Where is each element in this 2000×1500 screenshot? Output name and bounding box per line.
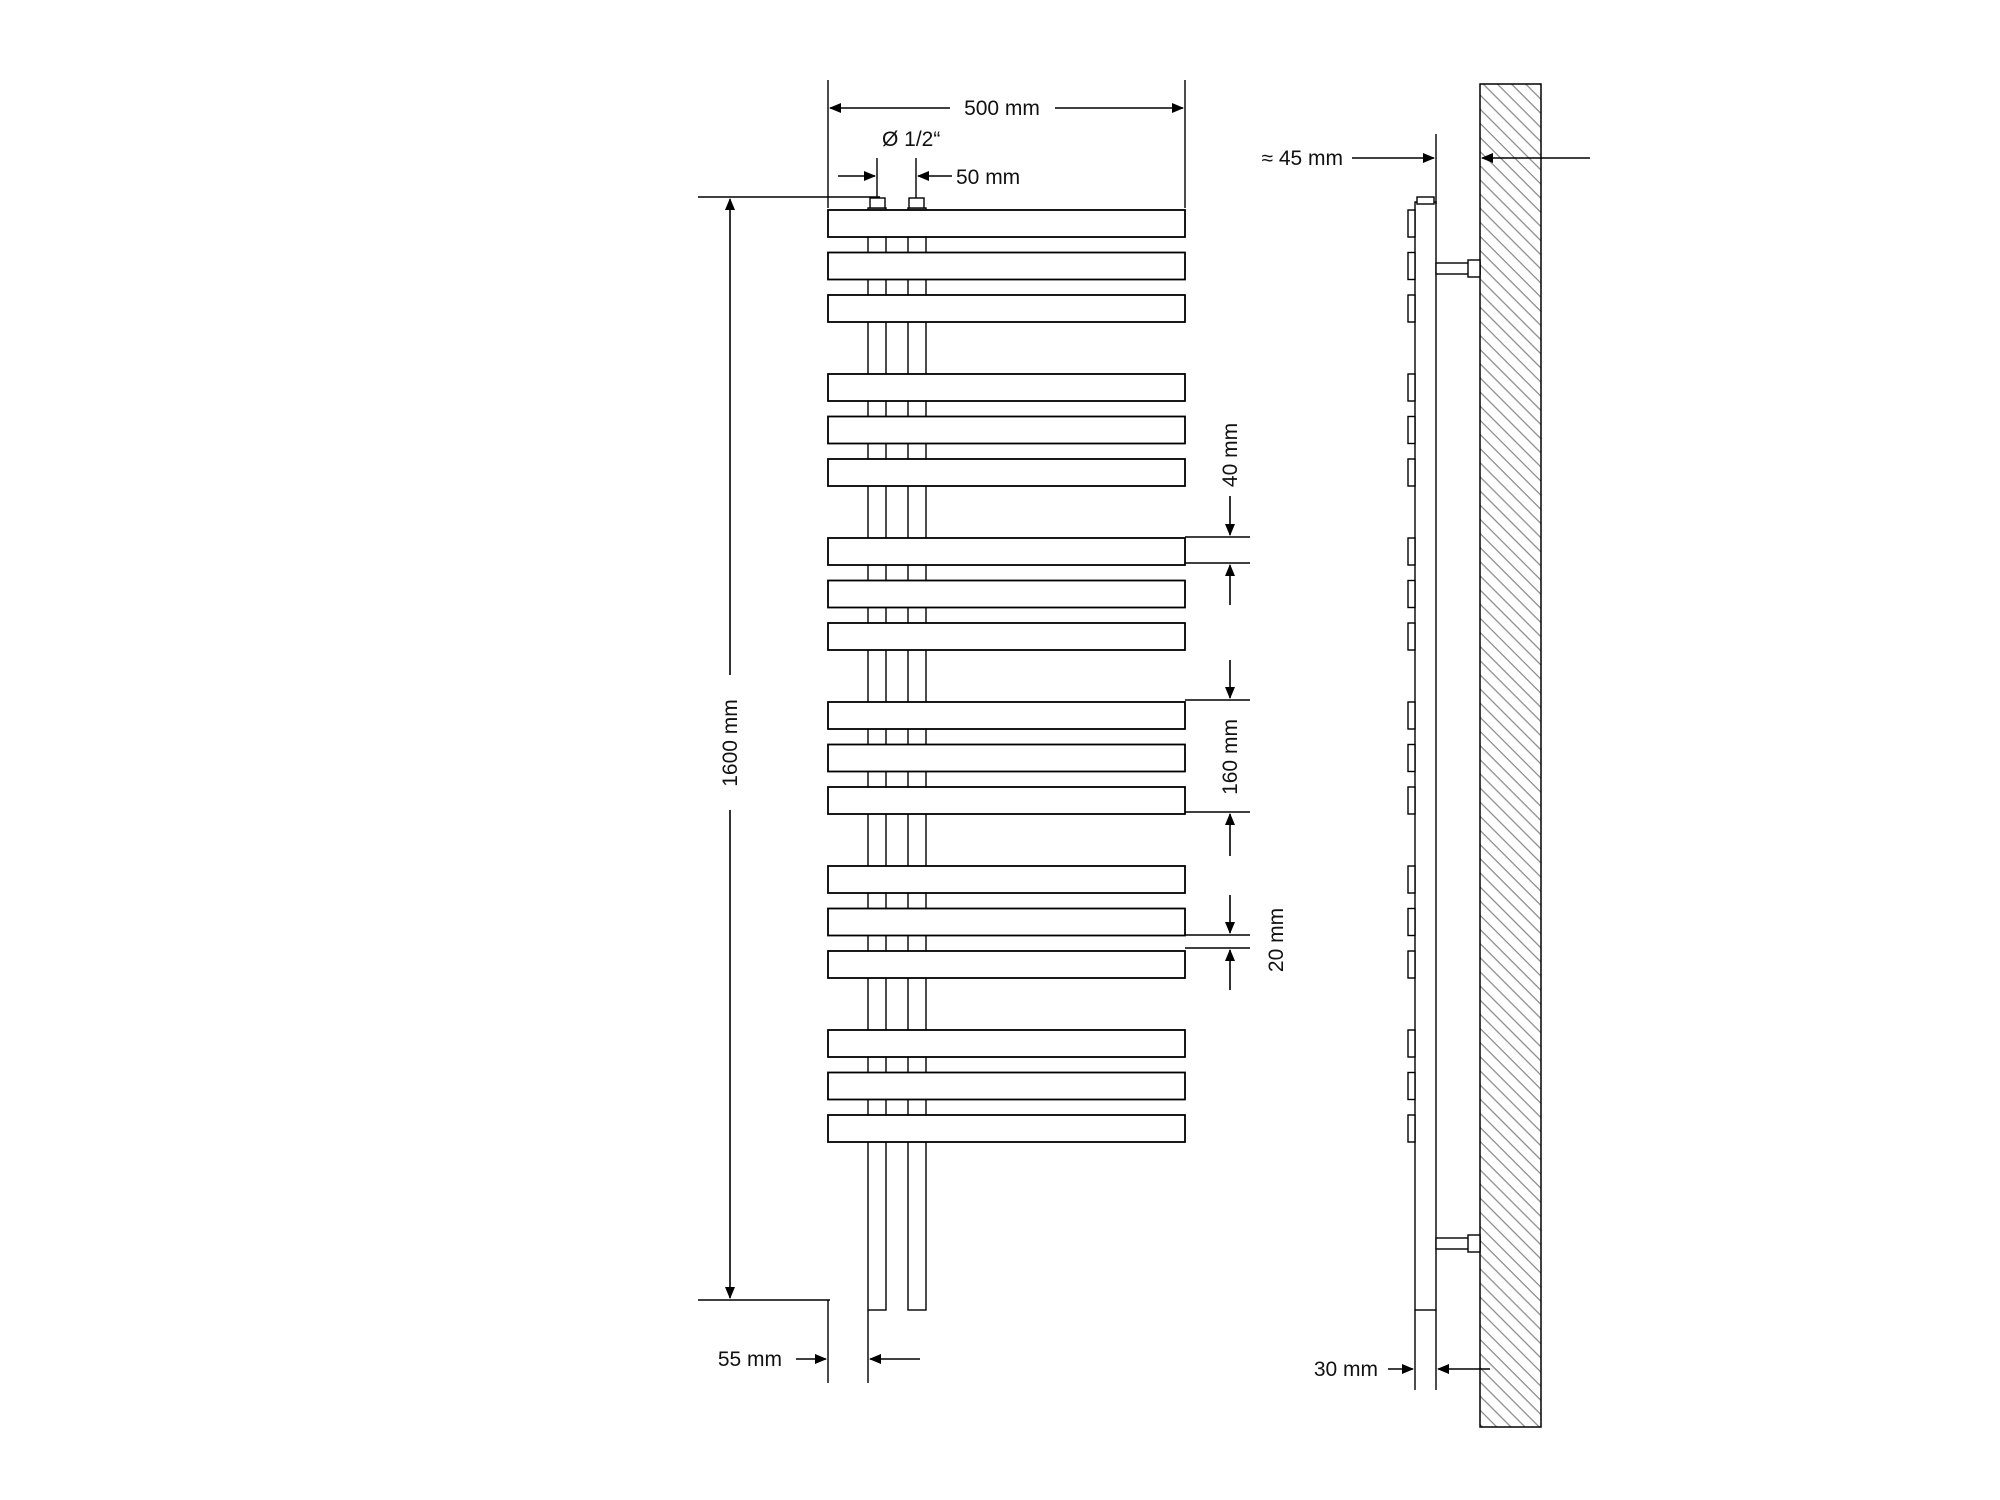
side-bar-end [1408, 459, 1415, 486]
group-height-label: 160 mm [1219, 719, 1242, 795]
side-bar-end [1408, 702, 1415, 729]
heating-bar [828, 538, 1185, 565]
side-bar-end [1408, 623, 1415, 650]
lower-bracket-mount [1468, 1235, 1480, 1252]
side-bar-end [1408, 417, 1415, 444]
side-bar-end [1408, 581, 1415, 608]
side-view [1408, 84, 1541, 1427]
side-bar-end [1408, 951, 1415, 978]
heating-bar [828, 1115, 1185, 1142]
connection-caps [870, 198, 924, 208]
heating-bar [828, 581, 1185, 608]
heating-bar [828, 702, 1185, 729]
left-connection-cap [870, 198, 885, 208]
heating-bar [828, 459, 1185, 486]
side-bar-end [1408, 210, 1415, 237]
side-bar-end [1408, 909, 1415, 936]
heating-bar [828, 1030, 1185, 1057]
heating-bar [828, 1073, 1185, 1100]
heating-bar [828, 951, 1185, 978]
heating-bar [828, 623, 1185, 650]
side-top-cap [1417, 197, 1434, 204]
front-view [828, 198, 1185, 1310]
side-bar-end [1408, 295, 1415, 322]
side-bar-end [1408, 374, 1415, 401]
upper-bracket-mount [1468, 260, 1480, 277]
bar-height-label: 20 mm [1265, 907, 1288, 973]
heating-bar [828, 374, 1185, 401]
side-bar-ends [1408, 210, 1415, 1142]
heating-bar [828, 909, 1185, 936]
wall-distance-label: ≈ 45 mm [1261, 147, 1343, 170]
heating-bar [828, 210, 1185, 237]
wall [1480, 84, 1541, 1427]
heating-bar [828, 417, 1185, 444]
heating-bar [828, 253, 1185, 280]
width-label: 500 mm [964, 97, 1040, 120]
heating-bar [828, 745, 1185, 772]
side-bar-end [1408, 253, 1415, 280]
side-bar-end [1408, 538, 1415, 565]
depth-label: 30 mm [1313, 1358, 1378, 1381]
heating-bar [828, 866, 1185, 893]
height-label: 1600 mm [719, 699, 742, 787]
side-bar-end [1408, 1115, 1415, 1142]
side-bar-end [1408, 1030, 1415, 1057]
side-bar-end [1408, 866, 1415, 893]
side-bar-end [1408, 1073, 1415, 1100]
side-collector [1415, 202, 1436, 1310]
offset-bottom-label: 55 mm [717, 1348, 782, 1371]
heating-bar [828, 787, 1185, 814]
right-connection-cap [909, 198, 924, 208]
side-bar-end [1408, 787, 1415, 814]
connection-diameter-label: Ø 1/2“ [882, 128, 941, 151]
bar-gap-label: 40 mm [1219, 422, 1242, 488]
side-bar-end [1408, 745, 1415, 772]
connection-spacing-label: 50 mm [956, 166, 1021, 189]
heating-bar [828, 295, 1185, 322]
